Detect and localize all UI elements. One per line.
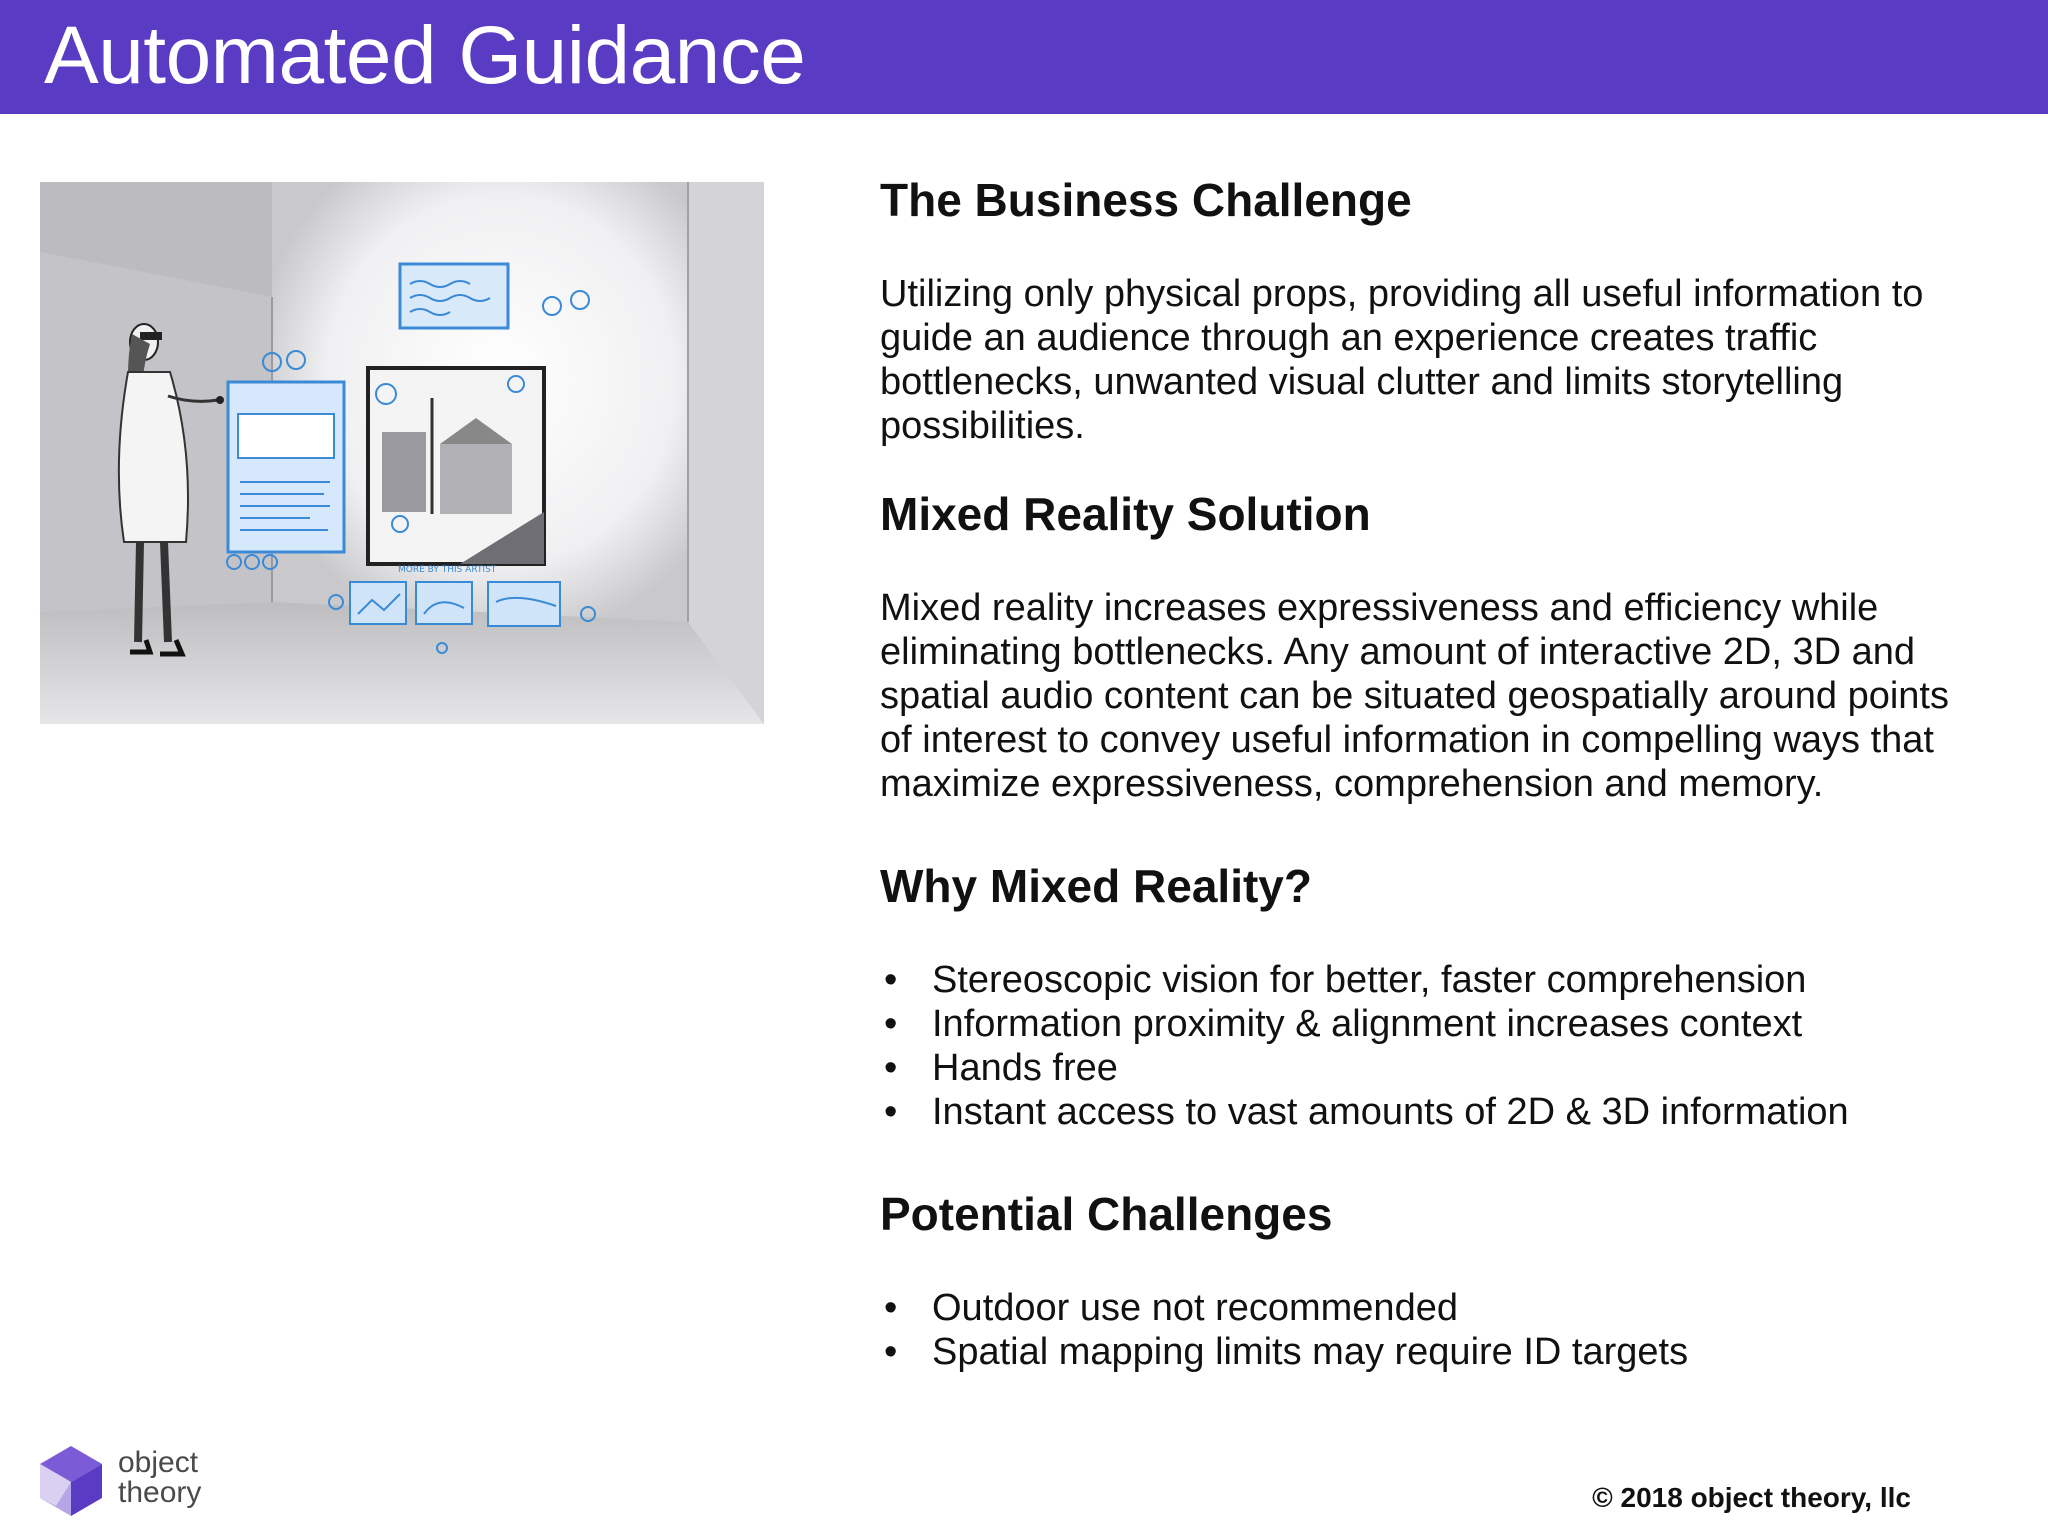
bullet-list [880,1286,1990,1374]
section-heading: Why Mixed Reality? [880,860,1312,912]
list-item-text: Outdoor use not recommended [932,1287,1458,1329]
copyright-notice: © 2018 object theory, llc [1592,1482,1911,1513]
object-theory-logo [38,1444,228,1518]
title-bar [0,0,2048,114]
section-heading: The Business Challenge [880,174,1412,226]
section-body: Mixed reality increases expressiveness and efficiency while eliminating bottlenecks. Any amount of interactive 2D, 3D and spatial audio content can be situated geospatially around points of interest to convey useful information in compelling ways that maximize expressiveness, comprehension and memory. [880,587,1949,805]
cube-logo-icon [38,1444,104,1518]
list-item-text: Stereoscopic vision for better, faster comprehension [932,959,1807,1001]
illustration-caption: MORE BY THIS ARTIST [398,565,497,575]
bullet-icon: • [884,1091,898,1133]
section-potential-challenges [880,1182,1990,1374]
list-item-text: Spatial mapping limits may require ID targets [932,1331,1689,1373]
logo-wordmark [118,1448,201,1508]
list-item-text: Instant access to vast amounts of 2D & 3D information [932,1091,1849,1133]
list-item-text: Hands free [932,1047,1118,1089]
logo-line-1: object [118,1446,199,1479]
section-heading: Mixed Reality Solution [880,488,1371,540]
content-column [880,168,1990,1374]
list-item [880,1090,1990,1134]
page-title: Automated Guidance [44,10,806,101]
bullet-list [880,958,1990,1134]
bullet-icon: • [884,959,898,1001]
bullet-icon: • [884,1331,898,1373]
section-why-mixed-reality [880,854,1990,1134]
section-body: Utilizing only physical props, providing all useful information to guide an audience through an experience creates traffic bottlenecks, unwanted visual clutter and limits storytelling possibilities. [880,273,1924,447]
list-item-text: Information proximity & alignment increases context [932,1003,1803,1045]
list-item [880,1286,1990,1330]
mixed-reality-illustration [40,182,764,724]
section-mixed-reality-solution [880,482,1990,806]
bullet-icon: • [884,1047,898,1089]
section-business-challenge [880,168,1990,448]
section-heading: Potential Challenges [880,1188,1333,1240]
floating-info-panel-left [227,351,344,569]
list-item [880,1002,1990,1046]
list-item [880,1046,1990,1090]
artwork-frame [368,368,544,564]
logo-line-2: theory [118,1476,202,1509]
list-item [880,958,1990,1002]
bullet-icon: • [884,1287,898,1329]
bullet-icon: • [884,1003,898,1045]
list-item [880,1330,1990,1374]
